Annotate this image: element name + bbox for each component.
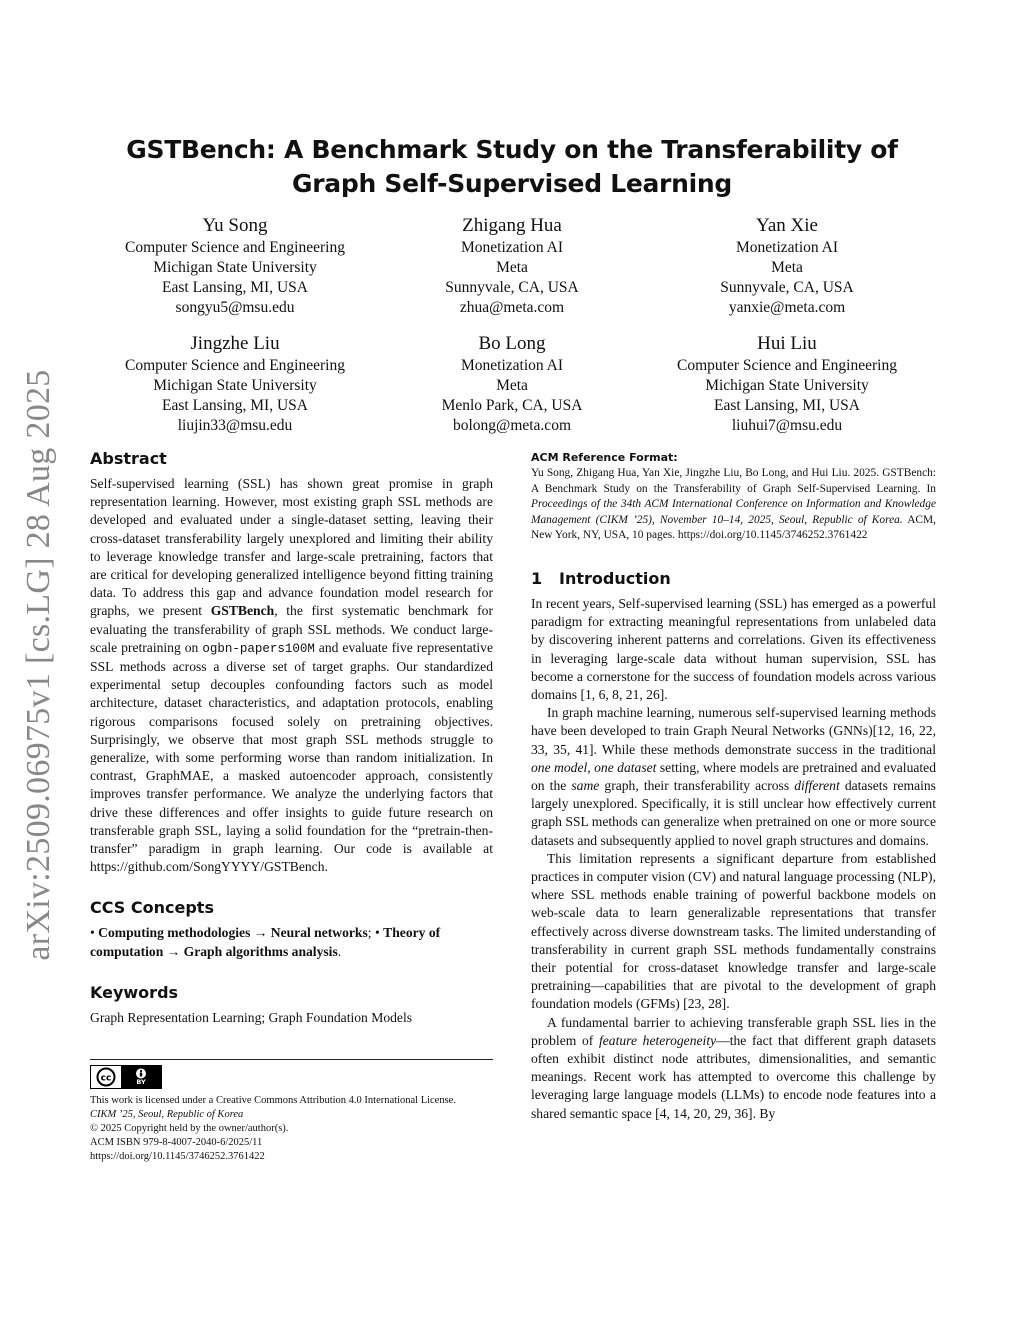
dataset-code: ogbn-papers100M — [202, 641, 315, 656]
author-card — [642, 215, 932, 318]
license-block — [90, 1094, 493, 1164]
author-name: Jingzhe Liu — [190, 333, 280, 354]
author-email[interactable]: bolong@meta.com — [452, 417, 571, 434]
isbn-line: ACM ISBN 979-8-4007-2040-6/2025/11 — [90, 1137, 263, 1149]
ccs-concepts: • Computing methodologies → Neural networks; • Theory of computation → Graph algorithms analysis. — [90, 925, 441, 959]
author-loc: Sunnyvale, CA, USA — [445, 279, 579, 296]
author-email[interactable]: zhua@meta.com — [459, 299, 565, 316]
abstract-heading: Abstract — [90, 449, 167, 468]
author-inst: Michigan State University — [705, 377, 869, 394]
author-card — [90, 333, 380, 436]
intro-paragraph: This limitation represents a significant departure from established practices in computer vision (CV) and natural language processing (NLP), where SSL methods enable training of powerful backbone models on web-scale data to learn generalizable representations that transfer effectively across diverse downstream tasks. The limited understanding of transferability in current graph SSL methods fundamentally constrains their potential for cross-dataset knowledge transfer and large-scale pretraining—capabilities that are pivotal to the development of graph foundation models (GFMs) [23, 28]. — [531, 850, 936, 1012]
author-dept: Monetization AI — [460, 357, 564, 374]
cc-by-license-badge[interactable] — [90, 1065, 493, 1092]
author-name: Yan Xie — [756, 215, 818, 236]
author-loc: East Lansing, MI, USA — [162, 397, 308, 414]
author-inst: Meta — [771, 259, 803, 276]
author-inst: Meta — [496, 259, 528, 276]
acm-reference-heading: ACM Reference Format: — [531, 451, 678, 464]
author-loc: East Lansing, MI, USA — [162, 279, 308, 296]
by-icon: BY — [121, 1066, 161, 1088]
author-name: Zhigang Hua — [462, 215, 562, 236]
left-column — [90, 449, 493, 1164]
author-dept: Computer Science and Engineering — [125, 239, 345, 256]
author-inst: Meta — [496, 377, 528, 394]
keywords-text: Graph Representation Learning; Graph Foundation Models — [90, 1009, 413, 1025]
cc-icon — [91, 1066, 121, 1088]
intro-paragraph: In graph machine learning, numerous self-supervised learning methods have been developed to train Graph Neural Networks (GNNs)[12, 16, 22, 33, 35, 41]. While these methods demonstrate success in the traditional one model, one dataset setting, where models are pretrained and evaluated on the same graph, their transferability across different datasets remains largely unexplored. Specifically, it is still unclear how effectively current graph SSL methods can generalize when pretrained on one or more source datasets and subsequently applied to novel graph structures and domains. — [531, 705, 937, 848]
author-email[interactable]: liuhui7@msu.edu — [731, 417, 843, 434]
author-loc: East Lansing, MI, USA — [714, 397, 860, 414]
arxiv-sidebar-stamp — [14, 370, 64, 960]
author-loc: Menlo Park, CA, USA — [441, 397, 583, 414]
author-dept: Computer Science and Engineering — [125, 357, 345, 374]
author-name: Yu Song — [202, 215, 268, 236]
keywords-heading: Keywords — [90, 982, 179, 1002]
author-card — [367, 215, 657, 318]
copyright-line: © 2025 Copyright held by the owner/author(s). — [90, 1123, 289, 1135]
author-card — [90, 215, 380, 318]
author-inst: Michigan State University — [153, 259, 317, 276]
author-card — [642, 333, 932, 436]
right-column — [531, 451, 936, 1123]
introduction-heading — [531, 569, 936, 589]
author-email[interactable]: yanxie@meta.com — [728, 299, 846, 316]
author-email[interactable]: songyu5@msu.edu — [175, 299, 295, 316]
author-dept: Monetization AI — [735, 239, 839, 256]
footnote-rule — [90, 1059, 493, 1060]
abstract-text: Self-supervised learning (SSL) has shown great promise in graph representation learning. However, most existing graph SSL methods are developed and evaluated under a single-dataset setting, leaving their cross-dataset transferability largely unexplored and limiting their ability to leverage knowledge transfer and large-scale pretraining, factors that are critical for developing generalized intelligence beyond fitting training data. To address this gap and advance foundation model research for graphs, we present GSTBench, the first systematic benchmark for evaluating the transferability of graph SSL methods. We conduct large-scale pretraining on ogbn-papers100M and evaluate five representative SSL methods across a diverse set of target graphs. Our standardized experimental setup decouples confounding factors such as model architecture, dataset characteristics, and adaptation protocols, enabling rigorous comparisons focused solely on pretraining objectives. Surprisingly, we observe that most graph SSL methods struggle to generalize, with some performing worse than random initialization. In contrast, GraphMAE, a masked autoencoder approach, consistently improves transfer performance. We analyze the underlying factors that drive these differences and offer insights to guide future research on transferable graph SSL, laying a solid foundation for the “pretrain-then-transfer” paradigm in graph learning. Our code is available at https://github.com/SongYYYY/GSTBench. — [90, 476, 493, 875]
paper-title: GSTBench: A Benchmark Study on the Transferability of Graph Self-Supervised Learning — [126, 135, 898, 198]
author-card — [367, 333, 657, 436]
intro-paragraph: A fundamental barrier to achieving transferable graph SSL lies in the problem of feature heterogeneity—the fact that different graph datasets often exhibit distinct node attributes, dimensionalities, and semantic meanings. Recent work has attempted to overcome this challenge by leveraging large language models (LLMs) to encode node features into a shared semantic space [4, 14, 20, 29, 36]. By — [531, 1014, 936, 1121]
acm-reference-text: Yu Song, Zhigang Hua, Yan Xie, Jingzhe Liu, Bo Long, and Hui Liu. 2025. GSTBench: A Benchmark Study on the Transferability of Graph Self-Supervised Learning. In Proceedings of the 34th ACM International Conference on Information and Knowledge Management (CIKM ’25), November 10–14, 2025, Seoul, Republic of Korea. ACM, New York, NY, USA, 10 pages. https://doi.org/10.1145/3746252.3761422 — [531, 467, 936, 542]
author-name: Hui Liu — [757, 333, 817, 354]
section-number: 1 — [531, 568, 543, 588]
author-loc: Sunnyvale, CA, USA — [720, 279, 854, 296]
section-title: Introduction — [559, 568, 671, 588]
intro-paragraph: In recent years, Self-supervised learning (SSL) has emerged as a powerful paradigm for extracting meaningful representations from unlabeled data by discovering inherent patterns and correlations. Given its effectiveness in leveraging large-scale data without human supervision, SSL has become a cornerstone for the success of foundation models across various domains [1, 6, 8, 21, 26]. — [531, 595, 936, 702]
author-name: Bo Long — [478, 333, 546, 354]
author-dept: Monetization AI — [460, 239, 564, 256]
svg-text:cc: cc — [100, 1073, 112, 1084]
license-statement: This work is licensed under a Creative Commons Attribution 4.0 International License. — [90, 1095, 456, 1107]
author-inst: Michigan State University — [153, 377, 317, 394]
arxiv-identifier: arXiv:2509.06975v1 [cs.LG] 28 Aug 2025 — [20, 369, 57, 961]
author-dept: Computer Science and Engineering — [677, 357, 897, 374]
ccs-heading: CCS Concepts — [90, 898, 214, 918]
benchmark-name: GSTBench — [210, 603, 275, 619]
author-email[interactable]: liujin33@msu.edu — [177, 417, 293, 434]
conference-venue: CIKM ’25, Seoul, Republic of Korea — [90, 1109, 244, 1121]
doi-link[interactable]: https://doi.org/10.1145/3746252.3761422 — [90, 1151, 265, 1163]
